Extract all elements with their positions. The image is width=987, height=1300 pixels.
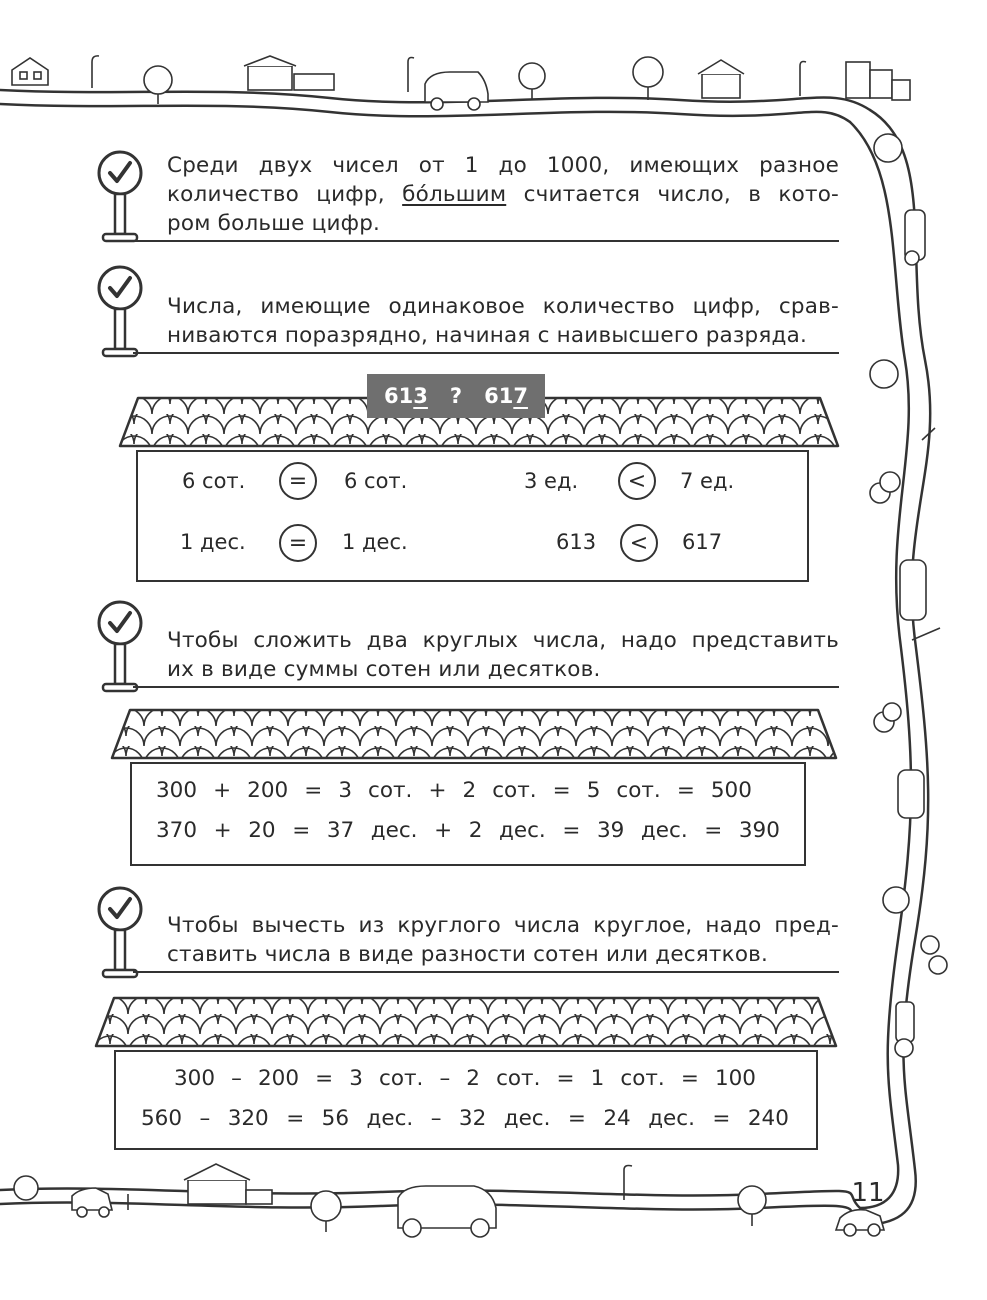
rule-3-text [167, 626, 839, 684]
eq-token: = [712, 1106, 731, 1131]
eq-token: 3 [338, 778, 352, 803]
tiled-roof-illustration [108, 706, 840, 764]
eq-token: 300 [156, 778, 198, 803]
eq-token: сот. [496, 1066, 541, 1091]
rule-3-line-2: их в виде суммы сотен или десятков. [167, 657, 601, 682]
eq-token: дес. [648, 1106, 695, 1131]
cmp-row-2-right: 1 дес. [342, 530, 408, 554]
page-number: 11 [851, 1178, 885, 1208]
eq-token: 300 [174, 1066, 216, 1091]
rule-3-underline [133, 686, 839, 688]
eq-token: 5 [586, 778, 601, 803]
rule-4-underline [133, 971, 839, 973]
eq-token: + [428, 778, 447, 803]
comparison-right-number: 617 [484, 384, 528, 408]
eq-token: = [704, 818, 723, 843]
eq-token: = [315, 1066, 334, 1091]
checkmark-sign-icon [90, 147, 150, 247]
cmp-row-1-sign2: < [618, 462, 656, 500]
eq-token: = [304, 778, 323, 803]
tiled-roof-illustration [92, 994, 840, 1052]
rule-1-line-2 [167, 180, 839, 209]
eq-token: дес. [640, 818, 688, 843]
eq-token: 24 [603, 1106, 631, 1131]
rule-4-line-1: Чтобы вычесть из круглого числа круглое, надо пред- [167, 913, 839, 938]
eq-token: 2 [466, 1066, 480, 1091]
checkmark-sign-icon [90, 883, 150, 983]
eq-token: – [439, 1066, 451, 1091]
eq-token: = [286, 1106, 305, 1131]
eq-token: – [231, 1066, 242, 1091]
checkmark-sign-icon [90, 262, 150, 362]
rule-1-line-2-b: считается число, в кото- [523, 182, 840, 207]
subtraction-row-2 [141, 1106, 789, 1131]
eq-token: + [434, 818, 453, 843]
cmp-row-2-left: 1 дес. [180, 530, 246, 554]
rule-2-text [167, 292, 839, 350]
rule-2-line-1: Числа, имеющие одинаковое количество цифр, срав- [167, 294, 839, 319]
rule-3-line-1: Чтобы сложить два круглых числа, надо представить [167, 628, 839, 653]
eq-token: 560 [141, 1106, 183, 1131]
eq-token: 1 [590, 1066, 605, 1091]
eq-token: 390 [738, 818, 780, 843]
cmp-row-2-right2: 617 [682, 530, 723, 554]
eq-token: дес. [370, 818, 418, 843]
eq-token: 200 [247, 778, 289, 803]
rule-1-line-3: ром больше цифр. [167, 211, 381, 236]
rule-4-text [167, 911, 839, 969]
eq-token: 370 [156, 818, 198, 843]
eq-token: 20 [248, 818, 276, 843]
eq-token: = [552, 778, 571, 803]
comparison-left-number: 613 [384, 384, 428, 408]
cmp-row-1-left: 6 сот. [182, 469, 246, 493]
eq-token: сот. [368, 778, 413, 803]
eq-token: 37 [326, 818, 355, 843]
subtraction-house-body [114, 1050, 818, 1150]
rule-4-line-2: ставить числа в виде разности сотен или десятков. [167, 942, 769, 967]
rule-1-line-1: Среди двух чисел от 1 до 1000, имеющих разное [167, 153, 839, 178]
eq-token: = [676, 778, 695, 803]
eq-token: 56 [321, 1106, 350, 1131]
eq-token: 3 [349, 1066, 363, 1091]
eq-token: 32 [458, 1106, 487, 1131]
addition-row-1 [156, 778, 752, 803]
comparison-question-mark: ? [449, 384, 463, 408]
eq-token: 320 [227, 1106, 269, 1131]
rule-1-underline [133, 240, 839, 242]
cmp-row-1-left2: 3 ед. [524, 469, 579, 493]
eq-token: = [556, 1066, 575, 1091]
eq-token: 2 [468, 818, 483, 843]
checkmark-sign-icon [90, 597, 150, 697]
comparison-title-label [367, 374, 545, 418]
eq-token: 2 [462, 778, 477, 803]
cmp-row-2-left2: 613 [556, 530, 597, 554]
eq-token: дес. [503, 1106, 551, 1131]
eq-token: = [567, 1106, 586, 1131]
cmp-row-1-sign: = [279, 462, 317, 500]
eq-token: + [213, 778, 232, 803]
eq-token: = [680, 1066, 699, 1091]
cmp-row-1-right: 6 сот. [344, 469, 408, 493]
eq-token: – [430, 1106, 442, 1131]
eq-token: + [213, 818, 232, 843]
cmp-row-2-sign2: < [620, 524, 658, 562]
rule-1-text [167, 151, 839, 238]
rule-2-underline [133, 352, 839, 354]
eq-token: дес. [499, 818, 546, 843]
eq-token: сот. [620, 1066, 665, 1091]
eq-token: сот. [379, 1066, 424, 1091]
eq-token: 240 [747, 1106, 789, 1131]
eq-token: = [292, 818, 311, 843]
eq-token: сот. [492, 778, 537, 803]
rule-2-line-2: ниваются поразрядно, начиная с наивысшего разряда. [167, 323, 808, 348]
eq-token: сот. [616, 778, 661, 803]
eq-token: – [199, 1106, 211, 1131]
cmp-row-1-right2: 7 ед. [680, 469, 735, 493]
rule-1-emphasis-word: бо́льшим [402, 182, 507, 207]
eq-token: дес. [366, 1106, 414, 1131]
rule-1-line-2-a: количество цифр, [167, 182, 385, 207]
cmp-row-2-sign: = [279, 524, 317, 562]
eq-token: 100 [714, 1066, 756, 1091]
eq-token: 500 [710, 778, 752, 803]
eq-token: 39 [596, 818, 625, 843]
eq-token: = [562, 818, 581, 843]
eq-token: 200 [257, 1066, 300, 1091]
subtraction-row-1 [174, 1066, 756, 1091]
addition-row-2 [156, 818, 780, 843]
